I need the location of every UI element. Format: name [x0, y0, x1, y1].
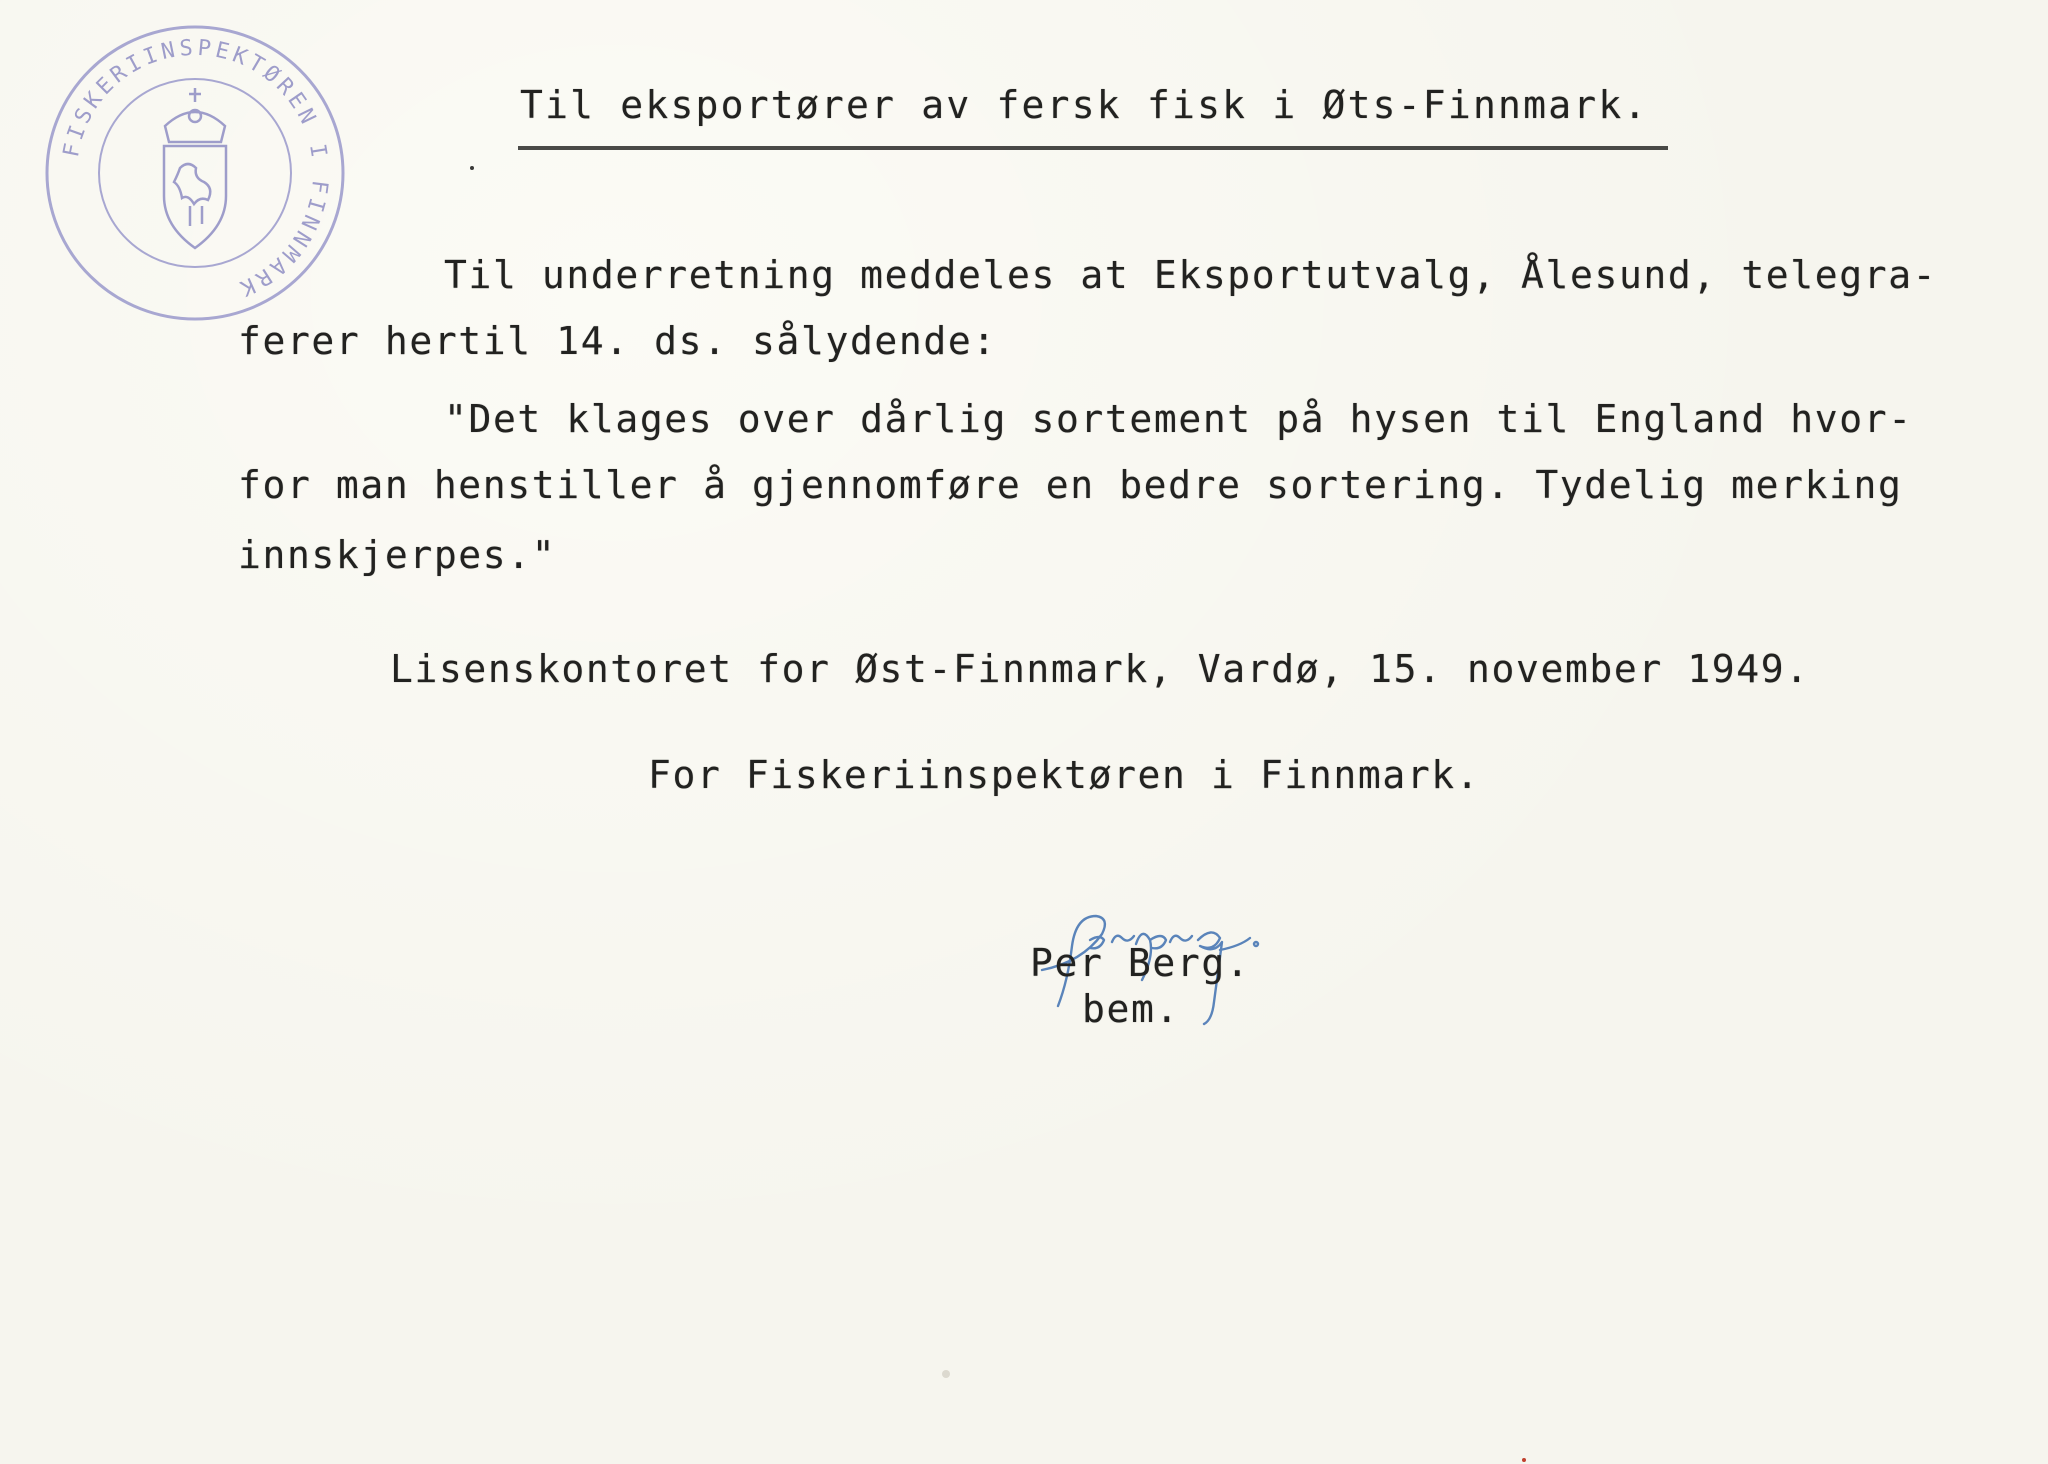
- quote-line-2: for man henstiller å gjennomføre en bedre sortering. Tydelig merking: [238, 463, 1903, 507]
- document-title: Til eksportører av fersk fisk i Øts-Finnmark.: [520, 83, 1649, 127]
- quote-line-3: innskjerpes.": [238, 533, 557, 577]
- signatory-name: Per Berg.: [1030, 941, 1251, 985]
- quote-line-1: "Det klages over dårlig sortement på hysen til England hvor-: [444, 397, 1913, 441]
- paper-speck: [470, 166, 474, 170]
- stamp-text: FISKERIINSPEKTØREN I FINNMARK: [58, 35, 333, 302]
- on-behalf-line: For Fiskeriinspektøren i Finnmark.: [648, 753, 1481, 797]
- title-underline: [518, 146, 1668, 150]
- official-stamp-icon: [40, 18, 350, 328]
- place-and-date: Lisenskontoret for Øst-Finnmark, Vardø, 15. november 1949.: [390, 647, 1810, 691]
- paper-speck: [942, 1370, 950, 1378]
- paper-speck: [1522, 1458, 1526, 1462]
- signatory-role: bem.: [1082, 987, 1180, 1031]
- paragraph-1-line-1: Til underretning meddeles at Eksportutvalg, Ålesund, telegra-: [444, 253, 1938, 297]
- coat-of-arms-icon: [164, 88, 226, 248]
- paragraph-1-line-2: ferer hertil 14. ds. sålydende:: [238, 319, 997, 363]
